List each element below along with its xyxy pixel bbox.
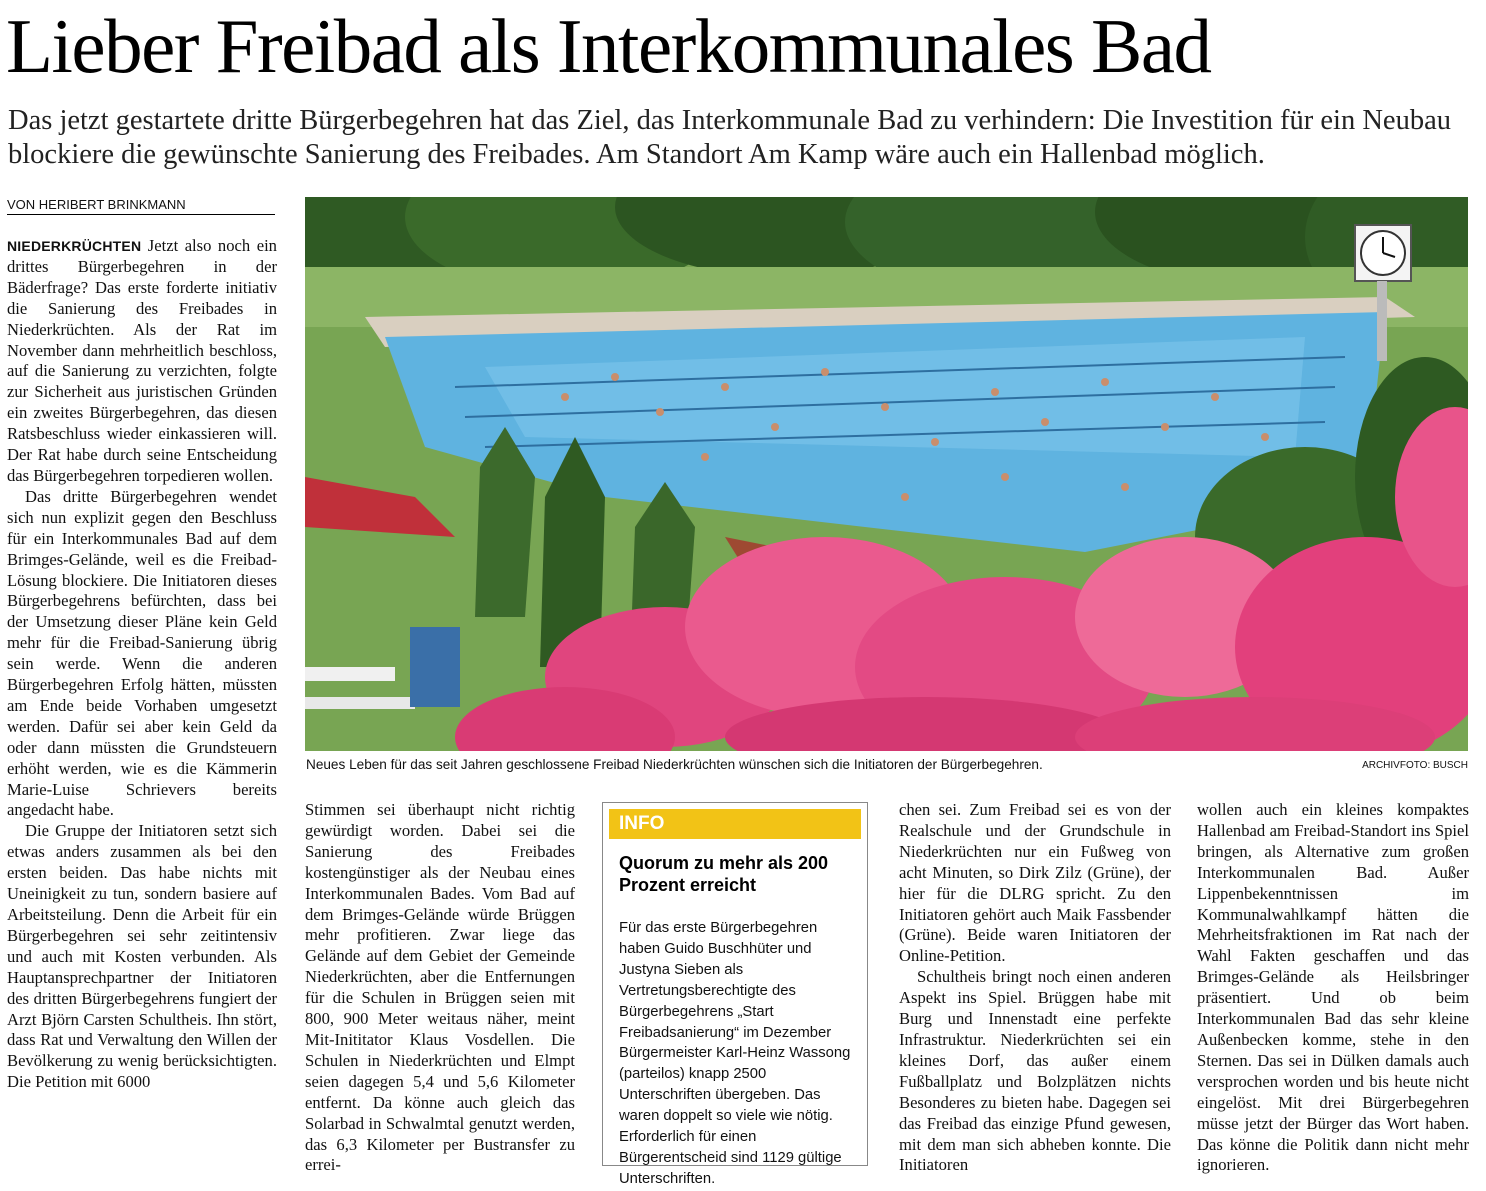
- article-column-2: [305, 800, 575, 1176]
- dateline: NIEDERKRÜCHTEN: [7, 238, 142, 254]
- article-column-4: [899, 800, 1171, 1176]
- article-headline: Lieber Freibad als Interkommunales Bad: [6, 3, 1211, 89]
- article-paragraph: Stimmen sei überhaupt nicht richtig gewürdigt worden. Dabei sei die Sanierung des Freibades kostengünstiger als der Neubau eines Interkommunalen Bades. Vom Bad auf dem Brimges-Gelände würde Brüggen mehr profitieren. Zwar liege das Gelände auf dem Gebiet der Gemeinde Niederkrüchten, aber die Entfernungen für die Schulen in Brüggen seien mit 800, 900 Meter weitaus näher, meint Mit-Inititator Klaus Vosdellen. Die Schulen in Niederkrüchten und Elmpt seien dagegen 5,4 und 5,6 Kilometer entfernt. Da könne auch gleich das Solarbad in Schwalmtal genutzt werden, das 6,3 Kilometer per Bustransfer zu errei-: [305, 800, 575, 1175]
- article-deck: Das jetzt gestartete dritte Bürgerbegehren hat das Ziel, das Interkommunale Bad zu verhindern: Die Investition für ein Neubau blockiere die gewünschte Sanierung des Freibades. Am Standort Am Kamp wäre auch ein Hallenbad möglich.: [8, 105, 1451, 170]
- info-headline: Quorum zu mehr als 200 Prozent erreicht: [619, 853, 829, 895]
- photo-credit: ARCHIVFOTO: BUSCH: [1362, 760, 1468, 771]
- paragraph-text: Jetzt also noch ein drittes Bürgerbegehren in der Bäderfrage? Das erste forderte initiativ die Sanierung des Freibades in Niederkrüchten. Als der Rat im November dann mehrheitlich beschloss, auf die Sanierung zu verzichten, folgte zur Sicherheit aus juristischen Gründen ein zweites Bürgerbegehren, das diesen Ratsbeschluss wieder einkassieren will. Der Rat habe durch seine Entscheidung das Bürgerbegehren torpedieren wollen.: [7, 236, 277, 485]
- article-paragraph: wollen auch ein kleines kompaktes Hallenbad am Freibad-Standort ins Spiel bringen, als Alternative zum großen Interkommunalen Bad. Außer Lippenbekenntnissen im Kommunalwahlkampf hätten die Mehrheitsfraktionen im Rat nach der Wahl Fakten geschaffen und das Brimges-Gelände als Heilsbringer präsentiert. Und ob beim Interkommunalen Bad das sehr kleine Außenbecken komme, stehe in den Sternen. Das sei in Dülken damals auch versprochen worden und bis heute nicht eingelöst. Mit drei Bürgerbegehren müsse jetzt der Bürger das Wort haben. Das könne die Politik dann nicht mehr ignorieren.: [1197, 800, 1469, 1175]
- info-label: INFO: [609, 809, 861, 839]
- article-paragraph: chen sei. Zum Freibad sei es von der Realschule und der Grundschule in Niederkrüchten nur ein Fußweg von acht Minuten, so Dirk Zilz (Grüne), der hier für die DLRG spricht. Zu den Initiatoren gehört auch Maik Fassbender (Grüne). Beide waren Initiatoren der Online-Petition.: [899, 800, 1171, 966]
- article-paragraph: Schultheis bringt noch einen anderen Aspekt ins Spiel. Brüggen habe mit Burg und Innenstadt eine perfekte Infrastruktur. Niederkrüchten sei ein kleines Dorf, das außer einem Fußballplatz und Bolzplätzen nichts Besonderes zu bieten habe. Dagegen sei das Freibad das einzige Pfund gewesen, mit dem man sich abheben konnte. Die Initiatoren: [899, 967, 1171, 1175]
- photo-caption: Neues Leben für das seit Jahren geschlossene Freibad Niederkrüchten wünschen sich die Initiatoren der Bürgerbegehren.: [306, 757, 1043, 772]
- article-byline: VON HERIBERT BRINKMANN: [7, 196, 275, 215]
- info-box: [602, 802, 868, 1187]
- article-paragraph: [7, 236, 277, 487]
- article-paragraph: Das dritte Bürgerbegehren wendet sich nun explizit gegen den Beschluss für ein Interkommunales Bad auf dem Brimges-Gelände, weil es die Freibad-Lösung blockiere. Die Initiatoren dieses Bürgerbegehrens befürchten, dass bei der Umsetzung dieser Pläne kein Geld mehr für die Freibad-Sanierung übrig sein werde. Wenn die anderen Bürgerbegehren Erfolg hätten, müssten am Ende beide Vorhaben umgesetzt werden. Dafür sei aber kein Geld da oder dann müssten die Grundsteuern erhöht werden, wie es die Kämmerin Marie-Luise Schrievers bereits angedacht habe.: [7, 486, 277, 820]
- info-body: Für das erste Bürgerbegehren haben Guido Buschhüter und Justyna Sieben als Vertretungsberechtigte des Bürgerbegehrens „Start Freibadsanierung“ im Dezember Bürgermeister Karl-Heinz Wassong (parteilos) knapp 2500 Unterschriften übergeben. Das waren doppelt so viele wie nötig. Erforderlich für einen Bürgerentscheid sind 1129 gültige Unterschriften.: [619, 920, 851, 1187]
- pool-photo: [305, 197, 1468, 751]
- article-paragraph: Die Gruppe der Initiatoren setzt sich etwas anders zusammen als bei den ersten beiden. Das habe nichts mit Uneinigkeit zu tun, sondern basiere auf Arbeitsteilung. Denn die Arbeit für ein Bürgerbegehren sei sehr zeitintensiv und auch mit Kosten verbunden. Als Hauptansprechpartner der Initiatoren des dritten Bürgerbegehrens fungiert der Arzt Björn Carsten Schultheis. Ihn stört, dass Rat und Verwaltung den Willen der Bevölkerung zu wenig berücksichtigten. Die Petition mit 6000: [7, 821, 277, 1092]
- article-column-5: [1197, 800, 1469, 1176]
- article-column-1: [7, 236, 277, 1093]
